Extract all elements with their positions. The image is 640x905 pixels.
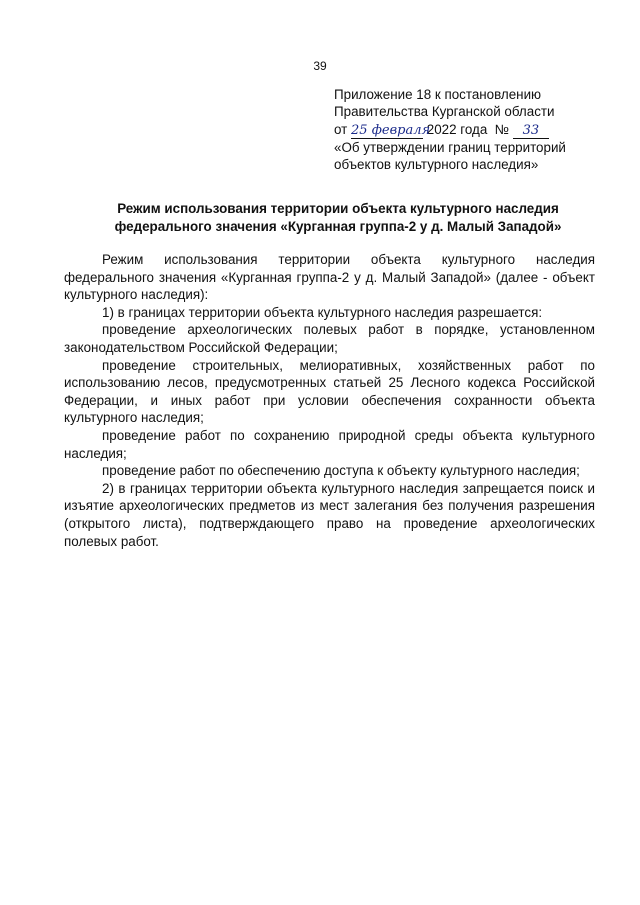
paragraph-allowed-header: 1) в границах территории объекта культурного наследия разрешается:	[102, 304, 543, 320]
handwritten-date: 25 февраля	[351, 122, 431, 138]
paragraph-nature-preservation: проведение работ по сохранению природной среды объекта культурного наследия;	[64, 427, 595, 461]
appendix-line-1: Приложение 18 к постановлению	[334, 87, 542, 102]
handwritten-number: 33	[513, 124, 549, 139]
number-prefix: №	[494, 121, 510, 137]
appendix-date-line	[334, 121, 604, 139]
appendix-line-5: объектов культурного наследия»	[334, 157, 539, 173]
heading-line-1: Режим использования территории объекта культурного наследия	[117, 201, 559, 216]
paragraph-construction-works: проведение строительных, мелиоративных, хозяйственных работ по использованию лесов, предусмотренных статьей 25 Лесного кодекса Российской Федерации, и иных работ при условии обеспечения сохранности объекта культурного наследия;	[64, 357, 595, 426]
document-body	[64, 251, 595, 550]
page-number: 39	[313, 59, 327, 73]
paragraph-archaeological-works: проведение археологических полевых работ в порядке, установленном законодательством Российской Федерации;	[64, 322, 595, 355]
year-text: 2022 года	[426, 121, 488, 137]
appendix-line-4: «Об утверждении границ территорий	[334, 139, 566, 155]
paragraph-access-works: проведение работ по обеспечению доступа к объекту культурного наследия;	[102, 463, 580, 479]
heading-line-2: федерального значения «Курганная группа-2 у д. Малый Западой»	[114, 218, 562, 234]
from-prefix: от	[334, 121, 348, 137]
paragraph-prohibited: 2) в границах территории объекта культурного наследия запрещается поиск и изъятие археологических предметов из мест залегания без получения разрешения (открытого листа), подтверждающего право на проведение археологических полевых работ.	[64, 480, 595, 549]
paragraph-intro: Режим использования территории объекта культурного наследия федерального значения «Курганная группа-2 у д. Малый Западой» (далее - объект культурного наследия):	[64, 252, 595, 303]
document-heading	[70, 200, 606, 235]
appendix-block	[334, 86, 604, 174]
appendix-line-2: Правительства Курганской области	[334, 104, 555, 120]
